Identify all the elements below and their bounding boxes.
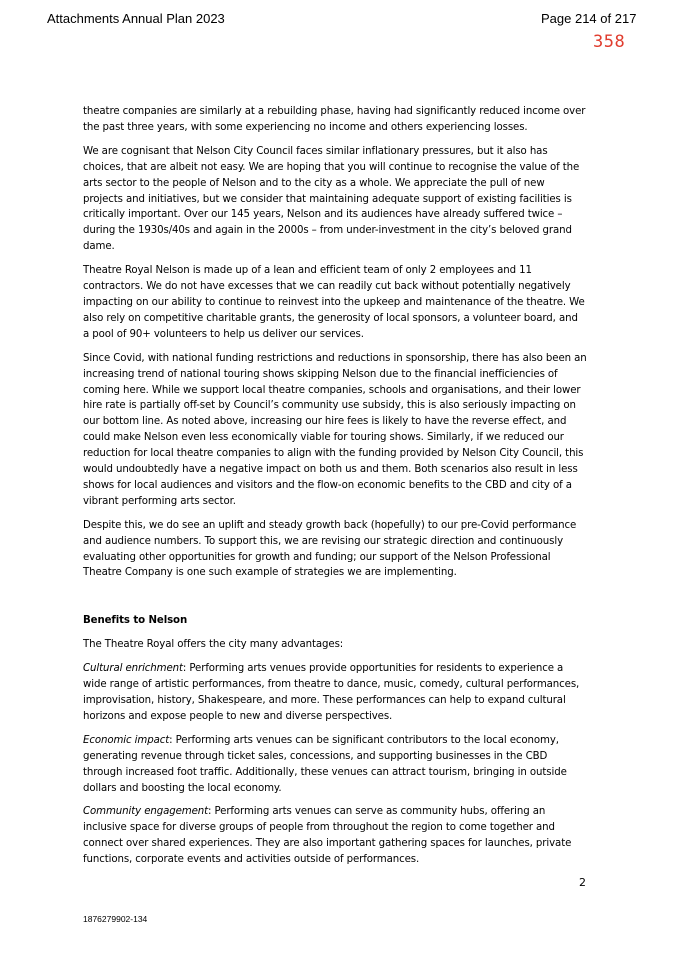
- benefit-lead: Cultural enrichment: [83, 663, 183, 675]
- document-id: 1876279902-134: [83, 914, 148, 924]
- page-stamp-number: 358: [593, 32, 626, 52]
- paragraph: Theatre Royal Nelson is made up of a lean and efficient team of only 2 employees and 11 contractors. We do not have excesses that we can readily cut back without potentially negatively impacting on our ability to continue to reinvest into the upkeep and maintenance of the theatre. We also rely on competitive charitable grants, the generosity of local sponsors, a volunteer board, and a pool of 90+ volunteers to help us deliver our services.: [83, 265, 585, 340]
- benefit-text: : Performing arts venues provide opportunities for residents to experience a wide range of artistic performances, from theatre to dance, music, comedy, cultural performances, improvisation, history, Shakespeare, and more. These performances can help to expand cultural horizons and expose people to new and diverse perspectives.: [83, 663, 580, 722]
- paragraph: Despite this, we do see an uplift and steady growth back (hopefully) to our pre-Covid performance and audience numbers. To support this, we are revising our strategic direction and continuously evaluating other opportunities for growth and funding; our support of the Nelson Professional Theatre Company is one such example of strategies we are implementing.: [83, 519, 577, 579]
- benefit-text: : Performing arts venues can serve as community hubs, offering an inclusive space for diverse groups of people from throughout the region to come together and connect over shared experiences. They are also important gathering spaces for launches, private functions, corporate events and activities outside of performances.: [83, 806, 572, 866]
- footer-page-number: 2: [579, 876, 586, 889]
- benefit-lead: Community engagement: [83, 806, 209, 818]
- section-intro: The Theatre Royal offers the city many advantages:: [83, 639, 344, 651]
- paragraph: theatre companies are similarly at a rebuilding phase, having had significantly reduced income over the past three years, with some experiencing no income and others experiencing losses.: [83, 106, 586, 133]
- paragraph: Since Covid, with national funding restrictions and reductions in sponsorship, there has also been an increasing trend of national touring shows skipping Nelson due to the financial inefficiencies of coming here. While we support local theatre companies, schools and organisations, and their lower hire rate is partially off-set by Council’s community use subsidy, this is also seriously impacting on our bottom line. As noted above, increasing our hire fees is likely to have the reverse effect, and could make Nelson even less economically viable for touring shows. Similarly, if we reduced our reduction for local theatre companies to align with the funding provided by Nelson City Council, this would undoubtedly have a negative impact on both us and them. Both scenarios also result in less shows for local audiences and visitors and the flow-on economic benefits to the CBD and city of a vibrant performing arts sector.: [83, 352, 587, 507]
- benefit-text: : Performing arts venues can be significant contributors to the local economy, generating revenue through ticket sales, concessions, and supporting businesses in the CBD through increased foot traffic. Additionally, these venues can attract tourism, bringing in outside dollars and boosting the local economy.: [83, 734, 567, 794]
- benefit-item: [83, 733, 587, 797]
- benefit-item: [83, 661, 587, 725]
- section-heading: Benefits to Nelson: [83, 615, 188, 627]
- document-header-title: Attachments Annual Plan 2023: [47, 11, 225, 26]
- benefit-item: [83, 804, 587, 868]
- benefit-lead: Economic impact: [83, 734, 170, 746]
- paragraph: We are cognisant that Nelson City Council faces similar inflationary pressures, but it also has choices, that are albeit not easy. We are hoping that you will continue to recognise the value of the arts sector to the people of Nelson and to the city as a whole. We appreciate the pull of new projects and initiatives, but we consider that maintaining adequate support of existing facilities is critically important. Over our 145 years, Nelson and its audiences have already suffered twice – during the 1930s/40s and again in the 2000s – from under-investment in the city’s beloved grand dame.: [83, 145, 580, 253]
- document-body: [83, 104, 587, 876]
- page-indicator: Page 214 of 217: [541, 11, 637, 26]
